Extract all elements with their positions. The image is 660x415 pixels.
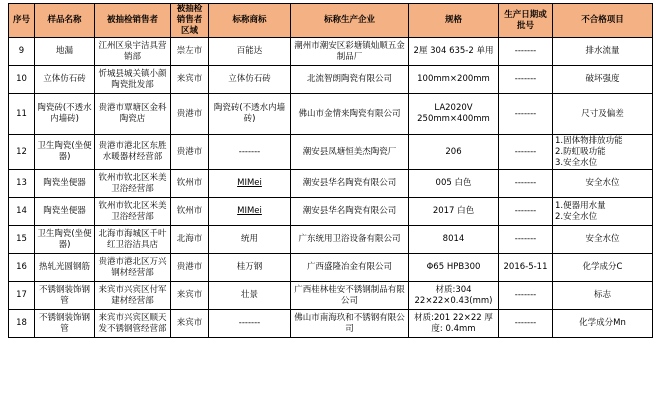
cell-no: 16 — [9, 254, 35, 282]
cell-defect: 化学成分Mn — [553, 310, 653, 338]
cell-brand: ------- — [209, 135, 291, 170]
cell-spec: 206 — [409, 135, 499, 170]
cell-seller: 来宾市兴宾区顺天发不锈钢管经营部 — [95, 310, 171, 338]
cell-region: 贵港市 — [171, 94, 209, 135]
cell-spec: 005 白色 — [409, 170, 499, 198]
cell-brand: 百能达 — [209, 38, 291, 66]
cell-seller: 贵港市覃塘区金科陶瓷店 — [95, 94, 171, 135]
cell-date: ------- — [499, 282, 553, 310]
cell-name: 陶瓷坐便器 — [35, 170, 95, 198]
cell-defect: 1.便器用水量 2.安全水位 — [553, 198, 653, 226]
table-row — [9, 135, 653, 170]
table-header-row — [9, 4, 653, 38]
cell-region: 贵港市 — [171, 254, 209, 282]
cell-maker: 潮安县凤塘恒美杰陶瓷厂 — [291, 135, 409, 170]
table-row — [9, 226, 653, 254]
cell-region: 贵港市 — [171, 135, 209, 170]
cell-date: ------- — [499, 170, 553, 198]
cell-defect: 尺寸及偏差 — [553, 94, 653, 135]
cell-brand — [209, 198, 291, 226]
header-brand: 标称商标 — [209, 4, 291, 38]
cell-date: ------- — [499, 38, 553, 66]
table-row — [9, 94, 653, 135]
cell-brand: 立体仿石砖 — [209, 66, 291, 94]
cell-region: 来宾市 — [171, 310, 209, 338]
cell-spec: LA2020V 250mm×400mm — [409, 94, 499, 135]
cell-region: 崇左市 — [171, 38, 209, 66]
cell-defect: 安全水位 — [553, 170, 653, 198]
cell-spec: 8014 — [409, 226, 499, 254]
cell-seller: 来宾市兴宾区付军建材经营部 — [95, 282, 171, 310]
cell-region: 钦州市 — [171, 170, 209, 198]
cell-date: ------- — [499, 310, 553, 338]
cell-no: 11 — [9, 94, 35, 135]
cell-defect: 标志 — [553, 282, 653, 310]
cell-defect: 破坏强度 — [553, 66, 653, 94]
cell-name: 陶瓷坐便器 — [35, 198, 95, 226]
header-no: 序号 — [9, 4, 35, 38]
cell-seller: 贵港市港北区万兴钢材经营部 — [95, 254, 171, 282]
header-spec: 规格 — [409, 4, 499, 38]
header-defect: 不合格项目 — [553, 4, 653, 38]
document-table-wrapper — [8, 3, 652, 338]
cell-seller: 钦州市钦北区米美卫浴经营部 — [95, 170, 171, 198]
header-seller: 被抽检销售者 — [95, 4, 171, 38]
cell-maker: 北流智朗陶瓷有限公司 — [291, 66, 409, 94]
cell-defect: 化学成分C — [553, 254, 653, 282]
cell-no: 14 — [9, 198, 35, 226]
cell-maker: 佛山市南海玖和不锈钢有限公司 — [291, 310, 409, 338]
cell-maker: 潮安县华名陶瓷有限公司 — [291, 198, 409, 226]
header-maker: 标称生产企业 — [291, 4, 409, 38]
cell-brand: 陶瓷砖(不透水内墙砖) — [209, 94, 291, 135]
cell-maker: 广西桂林桂安不锈钢制品有限公司 — [291, 282, 409, 310]
header-region: 被抽检销售者区域 — [171, 4, 209, 38]
cell-brand: 壮景 — [209, 282, 291, 310]
cell-spec: 2017 白色 — [409, 198, 499, 226]
inspection-results-table — [8, 3, 653, 338]
cell-name: 地漏 — [35, 38, 95, 66]
cell-date: ------- — [499, 66, 553, 94]
cell-seller: 忻城县城关镇小颜陶瓷批发部 — [95, 66, 171, 94]
cell-date: ------- — [499, 94, 553, 135]
cell-name: 不锈钢装饰钢管 — [35, 282, 95, 310]
table-row — [9, 198, 653, 226]
cell-region: 北海市 — [171, 226, 209, 254]
cell-seller: 钦州市钦北区米美卫浴经营部 — [95, 198, 171, 226]
cell-date: ------- — [499, 135, 553, 170]
cell-maker: 佛山市金情来陶瓷有限公司 — [291, 94, 409, 135]
cell-defect: 1.固体物排放功能 2.防虹吸功能 3.安全水位 — [553, 135, 653, 170]
table-row — [9, 310, 653, 338]
cell-brand: 桂万钢 — [209, 254, 291, 282]
cell-name: 卫生陶瓷(坐便器) — [35, 135, 95, 170]
header-date: 生产日期或批号 — [499, 4, 553, 38]
table-row — [9, 254, 653, 282]
cell-region: 来宾市 — [171, 282, 209, 310]
cell-region: 钦州市 — [171, 198, 209, 226]
cell-no: 9 — [9, 38, 35, 66]
cell-seller: 江州区泉宇洁具营销部 — [95, 38, 171, 66]
cell-name: 陶瓷砖(不透水内墙砖) — [35, 94, 95, 135]
cell-spec: Φ65 HPB300 — [409, 254, 499, 282]
cell-spec: 100mm×200mm — [409, 66, 499, 94]
cell-defect: 排水流量 — [553, 38, 653, 66]
cell-maker: 潮州市潮安区彩塘镇灿顺五金制品厂 — [291, 38, 409, 66]
cell-name: 卫生陶瓷(坐便器) — [35, 226, 95, 254]
cell-brand — [209, 170, 291, 198]
cell-no: 10 — [9, 66, 35, 94]
cell-date: 2016-5-11 — [499, 254, 553, 282]
header-sample-name: 样品名称 — [35, 4, 95, 38]
cell-name: 热轧光圆钢筋 — [35, 254, 95, 282]
cell-seller: 贵港市港北区东胜水暖器材经营部 — [95, 135, 171, 170]
table-row — [9, 66, 653, 94]
cell-name: 不锈钢装饰钢管 — [35, 310, 95, 338]
cell-date: ------- — [499, 198, 553, 226]
cell-name: 立体仿石砖 — [35, 66, 95, 94]
cell-seller: 北海市海城区千叶红卫浴洁具店 — [95, 226, 171, 254]
cell-no: 15 — [9, 226, 35, 254]
cell-maker: 广西盛隆冶金有限公司 — [291, 254, 409, 282]
cell-brand: ------- — [209, 310, 291, 338]
cell-no: 17 — [9, 282, 35, 310]
cell-maker: 潮安县华名陶瓷有限公司 — [291, 170, 409, 198]
cell-date: ------- — [499, 226, 553, 254]
cell-spec: 材质:201 22×22 厚度: 0.4mm — [409, 310, 499, 338]
cell-defect: 安全水位 — [553, 226, 653, 254]
brand-text: MIMei — [237, 206, 262, 216]
table-row — [9, 282, 653, 310]
table-row — [9, 170, 653, 198]
cell-brand: 统用 — [209, 226, 291, 254]
table-row — [9, 38, 653, 66]
brand-text: MIMei — [237, 178, 262, 188]
cell-spec: 材质:304 22×22×0.43(mm) — [409, 282, 499, 310]
cell-region: 来宾市 — [171, 66, 209, 94]
cell-no: 18 — [9, 310, 35, 338]
cell-maker: 广东统用卫浴设备有限公司 — [291, 226, 409, 254]
cell-no: 13 — [9, 170, 35, 198]
cell-no: 12 — [9, 135, 35, 170]
cell-spec: 2厘 304 635-2 单用 — [409, 38, 499, 66]
